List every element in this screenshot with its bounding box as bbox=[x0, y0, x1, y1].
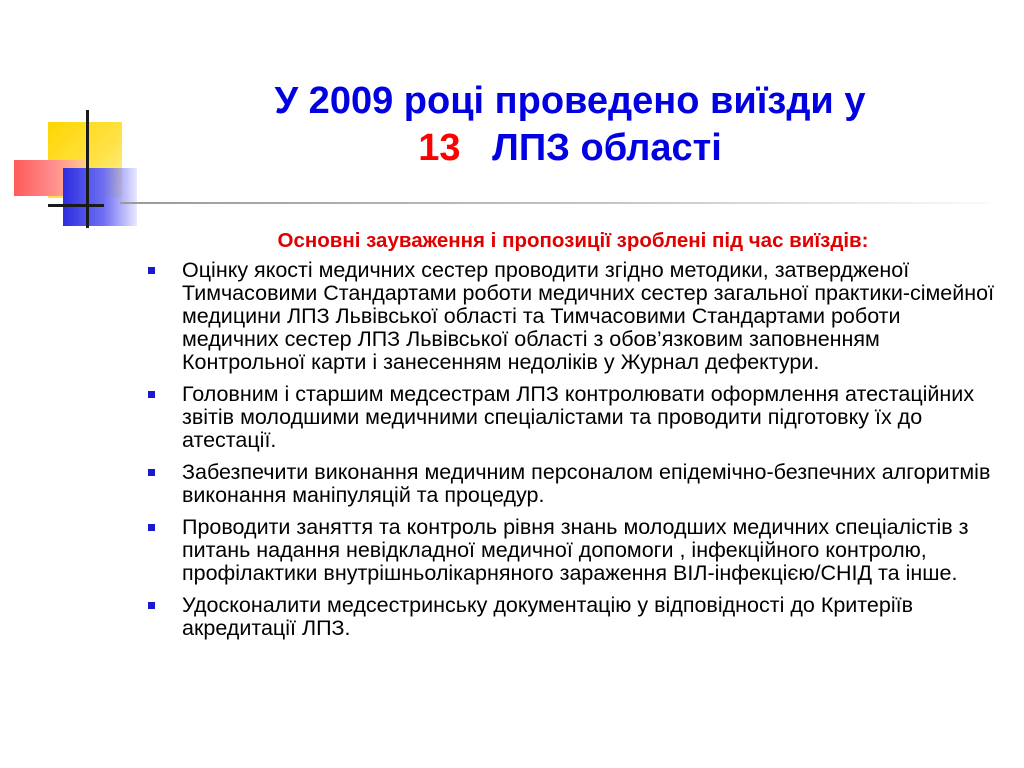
square-bullet-icon bbox=[148, 524, 155, 531]
title-divider-line bbox=[120, 202, 990, 204]
list-item bbox=[148, 461, 998, 507]
slide-title-line-2 bbox=[130, 125, 1010, 172]
square-bullet-icon bbox=[148, 267, 155, 274]
list-item-text: Проводити заняття та контроль рівня знань молодших медичних спеціалістів з питань надання невідкладної медичної допомоги , інфекційного контролю, профілактики внутрішньолікарняного зараження ВІЛ-інфекцією/СНІД та інше. bbox=[182, 515, 969, 585]
logo-blue-square bbox=[63, 168, 137, 226]
square-bullet-icon bbox=[148, 391, 155, 398]
slide-title-rest: ЛПЗ області bbox=[492, 127, 722, 169]
list-item bbox=[148, 516, 998, 585]
slide-logo-squares-icon bbox=[0, 0, 150, 240]
list-item-text: Забезпечити виконання медичним персоналом епідемічно-безпечних алгоритмів виконання маніпуляцій та процедур. bbox=[182, 460, 991, 507]
slide-title-line-1: У 2009 році проведено виїзди у bbox=[274, 80, 866, 122]
subheading: Основні зауваження і пропозиції зроблені під час виїздів: bbox=[277, 229, 869, 252]
list-item bbox=[148, 594, 998, 640]
slide-title bbox=[130, 78, 1010, 172]
list-item bbox=[148, 259, 998, 374]
list-item-text: Головним і старшим медсестрам ЛПЗ контролювати оформлення атестаційних звітів молодшими медичними спеціалістами та проводити підготовку їх до атестації. bbox=[182, 382, 975, 452]
slide-title-number: 13 bbox=[418, 127, 461, 169]
logo-horizontal-line bbox=[48, 204, 104, 207]
list-item bbox=[148, 383, 998, 452]
list-item-text: Удосконалити медсестринську документацію у відповідності до Критеріїв акредитації ЛПЗ. bbox=[182, 593, 913, 640]
slide-body bbox=[148, 227, 998, 649]
square-bullet-icon bbox=[148, 469, 155, 476]
list-item-text: Оцінку якості медичних сестер проводити згідно методики, затвердженої Тимчасовими Стандартами роботи медичних сестер загальної практики-сімейної медицини ЛПЗ Львівської області та Тимчасовими Стандартами роботи медичних сестер ЛПЗ Львівської області з обов’язковим заповненням Контрольної карти і занесенням недоліків у Журнал дефектури. bbox=[182, 258, 995, 374]
square-bullet-icon bbox=[148, 602, 155, 609]
bullet-list bbox=[148, 259, 998, 640]
logo-vertical-line bbox=[86, 110, 89, 228]
